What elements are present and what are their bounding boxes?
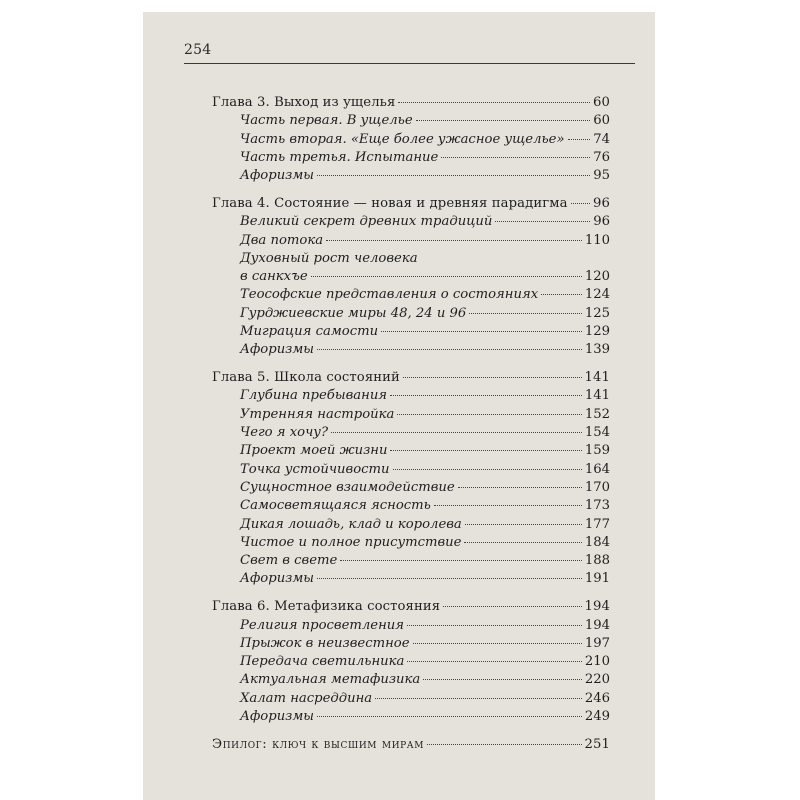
toc-entry: [212, 690, 610, 708]
toc-entry: [212, 167, 610, 185]
toc-entry-page: 124: [584, 287, 610, 303]
toc-entry: [212, 112, 610, 130]
chapter-heading-page: 60: [593, 95, 610, 110]
dot-leader: [403, 377, 582, 378]
dot-leader: [458, 487, 582, 488]
chapter-block: [212, 369, 610, 589]
toc-entry-title: Духовный рост человека: [240, 250, 418, 266]
toc-entry-page: 164: [584, 461, 610, 477]
toc-entry-page: 125: [584, 305, 610, 321]
chapter-block: [212, 195, 610, 360]
toc-entry: [212, 497, 610, 515]
dot-leader: [398, 102, 590, 103]
toc-entry: [212, 424, 610, 442]
toc-entry-page: 60: [593, 113, 610, 129]
dot-leader: [390, 450, 581, 451]
toc-entry-title: Афоризмы: [240, 709, 315, 724]
toc-entry-page: 95: [593, 168, 610, 184]
dot-leader: [317, 175, 590, 176]
table-of-contents: [212, 94, 610, 754]
dot-leader: [311, 276, 582, 277]
dot-leader: [413, 643, 582, 644]
toc-entry-title: Дикая лошадь, клад и королева: [240, 516, 462, 532]
toc-entry-title: Чистое и полное присутствие: [240, 534, 462, 550]
toc-entry-title: Миграция самости: [240, 324, 379, 340]
toc-entry-title: Афоризмы: [240, 571, 315, 587]
toc-entry-page: 139: [584, 342, 610, 358]
toc-entry-page: 249: [584, 709, 610, 724]
toc-entry-page: 197: [584, 635, 610, 651]
toc-entry-page: 246: [584, 690, 610, 706]
toc-entry-page: 110: [584, 232, 610, 248]
toc-entry-page: 159: [584, 443, 610, 459]
toc-entry-title: Часть вторая. «Еще более ужасное ущелье»: [240, 131, 565, 147]
toc-entry-continuation: [212, 268, 610, 286]
toc-entry-title: Свет в свете: [240, 553, 338, 569]
dot-leader: [407, 625, 582, 626]
dot-leader: [407, 661, 581, 662]
chapter-heading-page: 141: [584, 370, 610, 386]
toc-entry-title: Афоризмы: [240, 342, 315, 358]
epilog-heading-page: 251: [584, 736, 610, 752]
toc-entry: [212, 149, 610, 167]
dot-leader: [441, 157, 590, 158]
dot-leader: [326, 240, 582, 241]
toc-entry: [212, 442, 610, 460]
toc-entry-title: Чего я хочу?: [240, 425, 329, 441]
dot-leader: [423, 679, 582, 680]
toc-entry-page: 152: [584, 406, 610, 422]
dot-leader: [393, 469, 582, 470]
toc-entry: [212, 479, 610, 497]
dot-leader: [390, 395, 582, 396]
dot-leader: [416, 120, 591, 121]
toc-entry-page: 76: [593, 149, 610, 165]
toc-entry-page: 154: [584, 425, 610, 441]
toc-entry: [212, 516, 610, 534]
toc-entry-page: 210: [584, 654, 610, 670]
dot-leader: [434, 505, 582, 506]
toc-entry: [212, 250, 610, 268]
dot-leader: [397, 414, 581, 415]
chapter-heading: [212, 369, 610, 387]
toc-entry-page: 96: [593, 214, 610, 230]
epilog-heading: [212, 736, 610, 754]
toc-entry-title: Халат насреддина: [240, 690, 373, 706]
toc-entry: [212, 406, 610, 424]
toc-entry: [212, 708, 610, 726]
dot-leader: [317, 349, 582, 350]
toc-entry-title: Часть первая. В ущелье: [240, 113, 413, 129]
toc-entry-continuation-page: 120: [584, 269, 610, 285]
toc-entry-continuation-title: в санкхъе: [240, 269, 308, 285]
toc-entry-title: Точка устойчивости: [240, 461, 390, 477]
epilog-heading-title: Эпилог: ключ к высшим мирам: [212, 736, 425, 752]
dot-leader: [495, 221, 590, 222]
dot-leader: [317, 578, 582, 579]
toc-entry-page: 220: [584, 672, 610, 688]
toc-entry-title: Гурджиевские миры 48, 24 и 96: [240, 305, 467, 321]
toc-entry: [212, 617, 610, 635]
page-number: 254: [184, 42, 212, 58]
toc-entry: [212, 461, 610, 479]
toc-entry: [212, 387, 610, 405]
toc-entry: [212, 232, 610, 250]
toc-entry-title: Два потока: [240, 232, 324, 248]
toc-entry-title: Теософские представления о состояниях: [240, 287, 539, 303]
chapter-heading-title: Глава 5. Школа состояний: [212, 370, 400, 386]
toc-entry: [212, 323, 610, 341]
toc-entry-title: Прыжок в неизвестное: [240, 635, 410, 651]
toc-entry-page: 188: [584, 553, 610, 569]
dot-leader: [465, 524, 582, 525]
toc-entry-page: 184: [584, 534, 610, 550]
toc-entry: [212, 671, 610, 689]
toc-entry-title: Афоризмы: [240, 168, 315, 184]
toc-entry-title: Глубина пребывания: [240, 388, 388, 404]
chapter-heading-title: Глава 4. Состояние — новая и древняя парадигма: [212, 195, 568, 211]
dot-leader: [541, 294, 582, 295]
chapter-heading: [212, 195, 610, 213]
toc-entry-title: Религия просветления: [240, 617, 405, 633]
toc-entry: [212, 635, 610, 653]
header-rule: [184, 63, 635, 64]
chapter-block: [212, 94, 610, 185]
dot-leader: [375, 698, 582, 699]
toc-entry-title: Сущностное взаимодействие: [240, 479, 455, 495]
toc-entry-title: Утренняя настройка: [240, 406, 395, 422]
toc-entry: [212, 552, 610, 570]
chapter-heading: [212, 94, 610, 112]
toc-entry: [212, 131, 610, 149]
toc-entry-page: 74: [593, 131, 610, 147]
toc-entry-page: 194: [584, 617, 610, 633]
toc-entry-page: 141: [584, 388, 610, 404]
toc-entry-page: 177: [584, 516, 610, 532]
dot-leader: [317, 716, 582, 717]
toc-entry-title: Часть третья. Испытание: [240, 149, 439, 165]
toc-entry: [212, 653, 610, 671]
book-page: [143, 12, 655, 800]
toc-entry-page: 191: [584, 571, 610, 587]
toc-entry-title: Актуальная метафизика: [240, 672, 421, 688]
toc-entry-page: 173: [584, 498, 610, 514]
toc-entry: [212, 213, 610, 231]
toc-entry-title: Самосветящаяся ясность: [240, 498, 431, 514]
dot-leader: [464, 542, 581, 543]
chapter-heading-title: Глава 6. Метафизика состояния: [212, 599, 441, 615]
toc-entry: [212, 534, 610, 552]
dot-leader: [331, 432, 582, 433]
dot-leader: [340, 560, 582, 561]
chapter-heading-page: 96: [593, 195, 610, 211]
chapter-heading: [212, 598, 610, 616]
toc-entry: [212, 570, 610, 588]
toc-entry: [212, 305, 610, 323]
dot-leader: [568, 139, 591, 140]
dot-leader: [469, 313, 582, 314]
chapter-heading-page: 194: [584, 599, 610, 615]
toc-entry: [212, 286, 610, 304]
toc-entry: [212, 341, 610, 359]
chapter-block: [212, 598, 610, 726]
chapter-heading-title: Глава 3. Выход из ущелья: [212, 95, 396, 110]
toc-entry-title: Великий секрет древних традиций: [240, 214, 493, 230]
dot-leader: [443, 606, 581, 607]
dot-leader: [571, 203, 590, 204]
toc-entry-page: 129: [584, 324, 610, 340]
dot-leader: [381, 331, 582, 332]
toc-entry-page: 170: [584, 479, 610, 495]
toc-entry-title: Проект моей жизни: [240, 443, 388, 459]
dot-leader: [427, 744, 581, 745]
toc-entry-title: Передача светильника: [240, 654, 405, 670]
